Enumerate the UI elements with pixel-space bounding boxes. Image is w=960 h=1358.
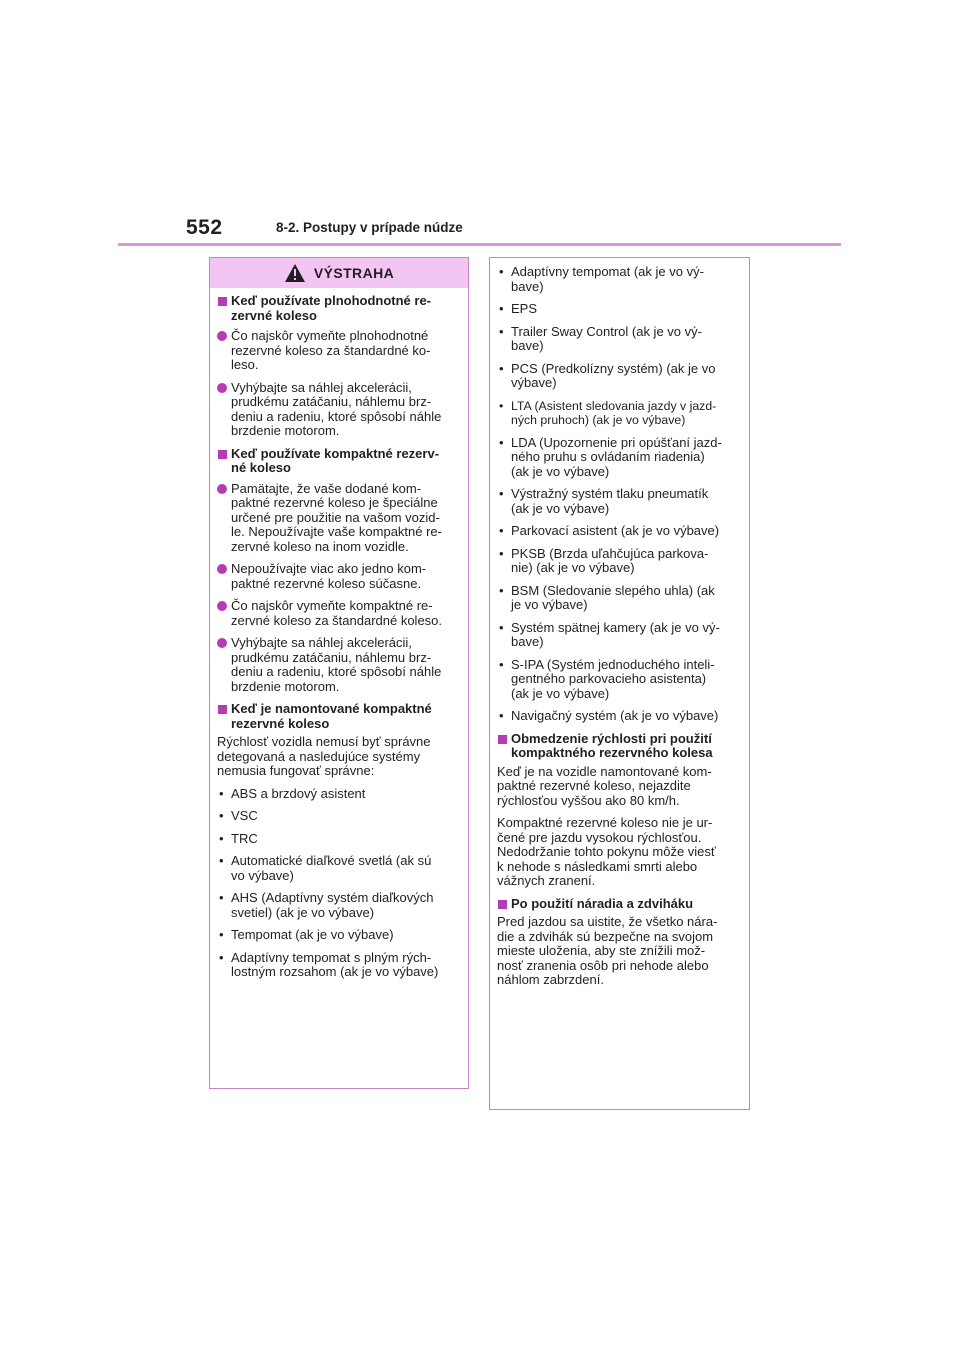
paragraph: Pamätajte, že vaše dodané kom- paktné rezervné koleso je špeciálne určené pre použitie na vašom vozid- le. Nepoužívajte vaše kompaktné re- zervné koleso na inom vozidle. [217,482,463,555]
paragraph: Kompaktné rezervné koleso nie je ur- čené pre jazdu vysokou rýchlosťou. Nedodržanie tohto pokynu môže viesť k nehode s následkami smrti alebo vážnych zranení. [497,815,716,888]
heading-compact-installed: Keď je namontované kompaktné rezervné koleso [217,702,463,731]
warning-box-continued [489,257,750,1110]
paragraph: Vyhýbajte sa náhlej akcelerácii, prudkému zatáčaniu, náhlemu brz- deniu a radeniu, ktoré spôsobí náhle brzdenie motorom. [217,381,463,439]
warning-triangle-icon [284,263,306,283]
list-item: • EPS [499,302,744,317]
list-item: • Adaptívny tempomat s plným rých- lostným rozsahom (ak je vo výbave) [219,951,463,980]
heading-full-spare: Keď používate plnohodnotné re- zervné koleso [217,294,463,323]
paragraph: Čo najskôr vymeňte kompaktné re- zervné koleso za štandardné koleso. [217,599,463,628]
list-item: • Navigačný systém (ak je vo výbave) [499,709,744,724]
list-item: • BSM (Sledovanie slepého uhla) (ak je vo výbave) [499,584,744,613]
list-item: • LDA (Upozornenie pri opúšťaní jazd- ného pruhu s ovládaním riadenia) (ak je vo výbave) [499,436,744,480]
list-item: • Výstražný systém tlaku pneumatík (ak je vo výbave) [499,487,744,516]
list-item: • Systém spätnej kamery (ak je vo vý- bave) [499,621,744,650]
list-item: • Tempomat (ak je vo výbave) [219,928,463,943]
list-item: • Adaptívny tempomat (ak je vo vý- bave) [499,265,744,294]
paragraph: Čo najskôr vymeňte plnohodnotné rezervné koleso za štandardné ko- leso. [217,329,463,373]
list-item: • ABS a brzdový asistent [219,787,463,802]
warning-content [210,288,468,980]
paragraph: Keď je na vozidle namontované kom- paktné rezervné koleso, nejazdite rýchlosťou vyššou ako 80 km/h. [497,763,712,808]
warning-title: VÝSTRAHA [313,265,395,281]
paragraph: Pred jazdou sa uistite, že všetko nára- die a zdvihák sú bezpečne na svojom mieste uloženia, aby ste znížili mož- nosť zranenia osôb pri nehode alebo náhlom zabrzdení. [497,914,718,987]
heading-after-tools: Po použití náradia a zdviháku [497,897,744,912]
warning-header [210,258,468,288]
list-item: • AHS (Adaptívny systém diaľkových svetiel) (ak je vo výbave) [219,891,463,920]
paragraph: Vyhýbajte sa náhlej akcelerácii, prudkému zatáčaniu, náhlemu brz- deniu a radeniu, ktoré spôsobí náhle brzdenie motorom. [217,636,463,694]
heading-speed-limit: Obmedzenie rýchlosti pri použití kompaktného rezervného kolesa [497,732,744,761]
heading-compact-spare: Keď používate kompaktné rezerv- né koleso [217,447,463,476]
section-title: 8-2. Postupy v prípade núdze [276,220,463,235]
list-item: • Trailer Sway Control (ak je vo vý- bave) [499,325,744,354]
list-item: • TRC [219,832,463,847]
page-number: 552 [186,216,223,239]
paragraph: Nepoužívajte viac ako jedno kom- paktné rezervné koleso súčasne. [217,562,463,591]
list-item: • S-IPA (Systém jednoduchého inteli- gentného parkovacieho asistenta) (ak je vo výbave) [499,658,744,702]
warning-box [209,257,469,1089]
list-item: • Parkovací asistent (ak je vo výbave) [499,524,744,539]
warning-content-continued [490,258,749,988]
list-item: • VSC [219,809,463,824]
list-item: • PCS (Predkolízny systém) (ak je vo výbave) [499,362,744,391]
list-item: • PKSB (Brzda uľahčujúca parkova- nie) (ak je vo výbave) [499,547,744,576]
list-item: • LTA (Asistent sledovania jazdy v jazd- ných pruhoch) (ak je vo výbave) [499,399,744,428]
header-rule [118,243,841,246]
list-item: • Automatické diaľkové svetlá (ak sú vo výbave) [219,854,463,883]
paragraph: Rýchlosť vozidla nemusí byť správne detegovaná a nasledujúce systémy nemusia fungovať správne: [217,734,431,778]
